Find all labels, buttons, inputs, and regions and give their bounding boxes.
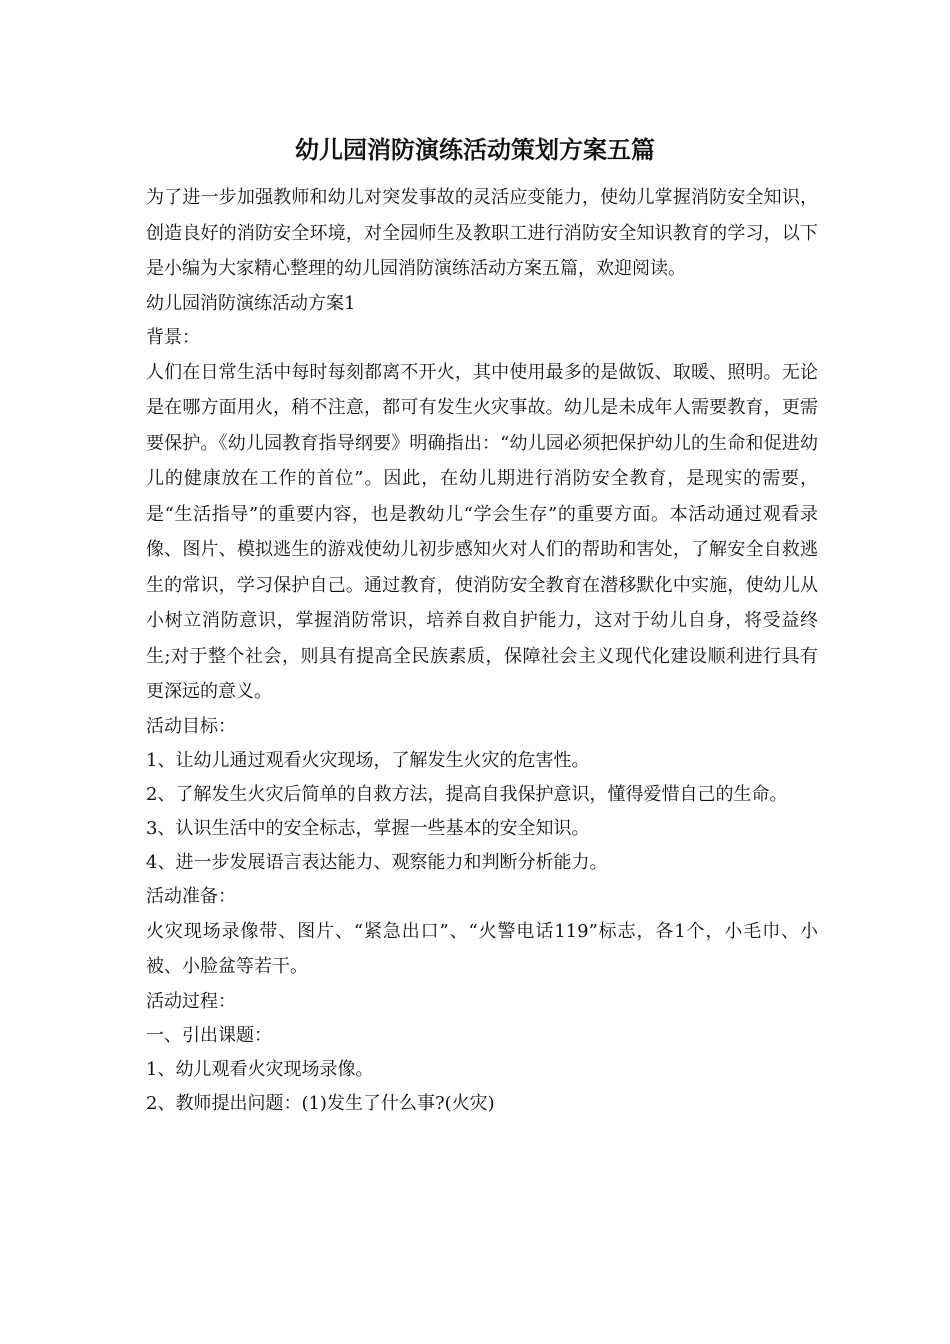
plan1-heading: 幼儿园消防演练活动方案1: [146, 292, 356, 314]
document-title: 幼儿园消防演练活动策划方案五篇: [295, 135, 655, 164]
background-label: 背景：: [146, 326, 200, 348]
process-line: 2、教师提出问题：(1)发生了什么事?(火灾): [146, 1092, 495, 1114]
prep-paragraph: 火灾现场录像带、图片、“紧急出口”、“火警电话119”标志，各1个，小毛巾、小被、小脸盆等若干。: [146, 920, 818, 977]
goal-item: 1、让幼儿通过观看火灾现场，了解发生火灾的危害性。: [146, 749, 590, 771]
document-page: [146, 130, 818, 1121]
goal-item: 2、了解发生火灾后简单的自救方法，提高自我保护意识，懂得爱惜自己的生命。: [146, 783, 788, 805]
goal-item: 3、认识生活中的安全标志，掌握一些基本的安全知识。: [146, 817, 590, 839]
background-paragraph: 人们在日常生活中每时每刻都离不开火，其中使用最多的是做饭、取暖、照明。无论是在哪方面用火，稍不注意，都可有发生火灾事故。幼儿是未成年人需要教育，更需要保护。《幼儿园教育指导纲要》明确指出：“幼儿园必须把保护幼儿的生命和促进幼儿的健康放在工作的首位”。因此，在幼儿期进行消防安全教育，是现实的需要，是“生活指导”的重要内容，也是教幼儿“学会生存”的重要方面。本活动通过观看录像、图片、模拟逃生的游戏使幼儿初步感知火对人们的帮助和害处，了解安全自救逃生的常识，学习保护自己。通过教育，使消防安全教育在潜移默化中实施，使幼儿从小树立消防意识，掌握消防常识，培养自救自护能力，这对于幼儿自身，将受益终生;对于整个社会，则具有提高全民族素质，保障社会主义现代化建设顺利进行具有更深远的意义。: [146, 361, 818, 702]
prep-label: 活动准备：: [146, 885, 236, 907]
process-line: 1、幼儿观看火灾现场录像。: [146, 1058, 374, 1080]
process-label: 活动过程：: [146, 990, 236, 1012]
goal-item: 4、进一步发展语言表达能力、观察能力和判断分析能力。: [146, 851, 608, 873]
process-line: 一、引出课题：: [146, 1024, 272, 1046]
intro-paragraph: 为了进一步加强教师和幼儿对突发事故的灵活应变能力，使幼儿掌握消防安全知识，创造良好的消防安全环境，对全园师生及教职工进行消防安全知识教育的学习，以下是小编为大家精心整理的幼儿园消防演练活动方案五篇，欢迎阅读。: [146, 187, 818, 279]
goals-label: 活动目标：: [146, 715, 236, 737]
